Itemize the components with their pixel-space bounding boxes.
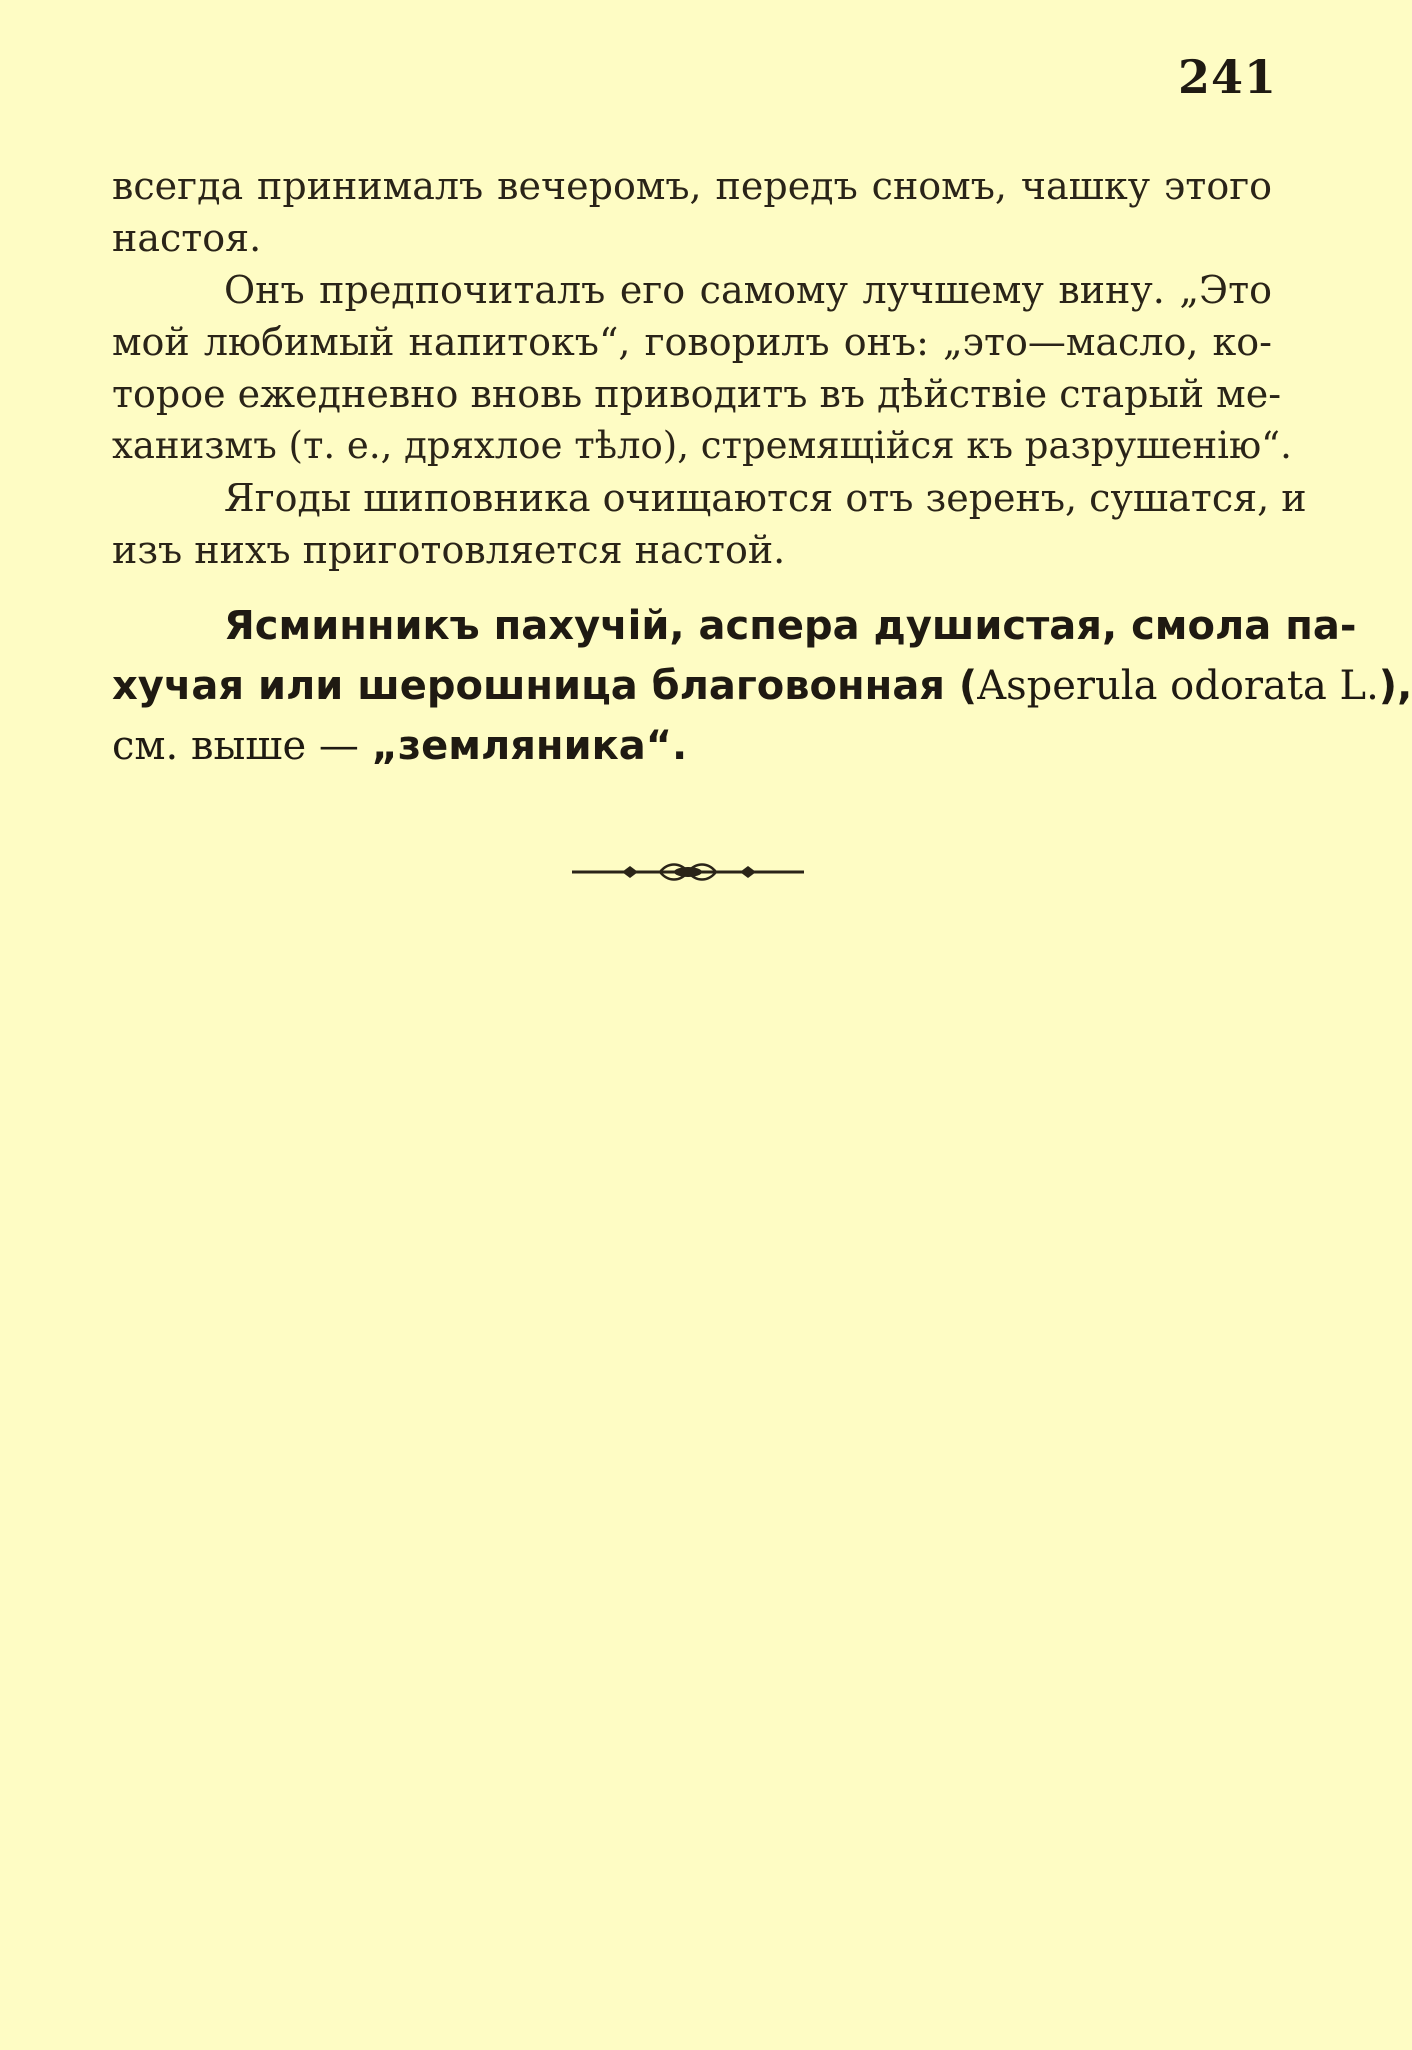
cross-reference-term: „земляника“. [371,723,688,769]
paragraph-3-line-2: изъ нихъ приготовляется настой. [112,528,786,572]
entry-line-3 [112,716,1272,776]
paragraph-1-line-2: настоя. [112,216,262,260]
paragraph-2-line-1: Онъ предпочиталъ его самому лучшему вину. „Это [224,268,1272,312]
entry-line-2 [112,656,1412,716]
latin-name: Asperula odorata L. [977,663,1379,709]
body-text [112,160,1307,580]
ornament-divider-icon [568,860,808,884]
page-number: 241 [1178,50,1278,104]
paragraph-2-line-4: ханизмъ (т. е., дряхлое тѣло), стремящійся къ разрушенію“. [112,424,1292,467]
entry-heading [112,596,1412,786]
entry-line-2-text: хучая или шерошница благовонная ( [112,663,978,709]
paragraph-1-line-1: всегда принималъ вечеромъ, передъ сномъ, чашку этого [112,164,1272,208]
paragraph-3-line-1: Ягоды шиповника очищаются отъ зеренъ, сушатся, и [224,476,1307,520]
entry-line-2-close: ), [1378,663,1412,709]
entry-line-1: Ясминникъ пахучій, аспера душистая, смола па- [224,603,1357,649]
paragraph-2-line-3: торое ежедневно вновь приводитъ въ дѣйствіе старый ме- [112,372,1282,416]
cross-reference-prefix: см. выше — [112,723,372,769]
paragraph-2-line-2: мой любимый напитокъ“, говорилъ онъ: „это—масло, ко- [112,320,1272,364]
